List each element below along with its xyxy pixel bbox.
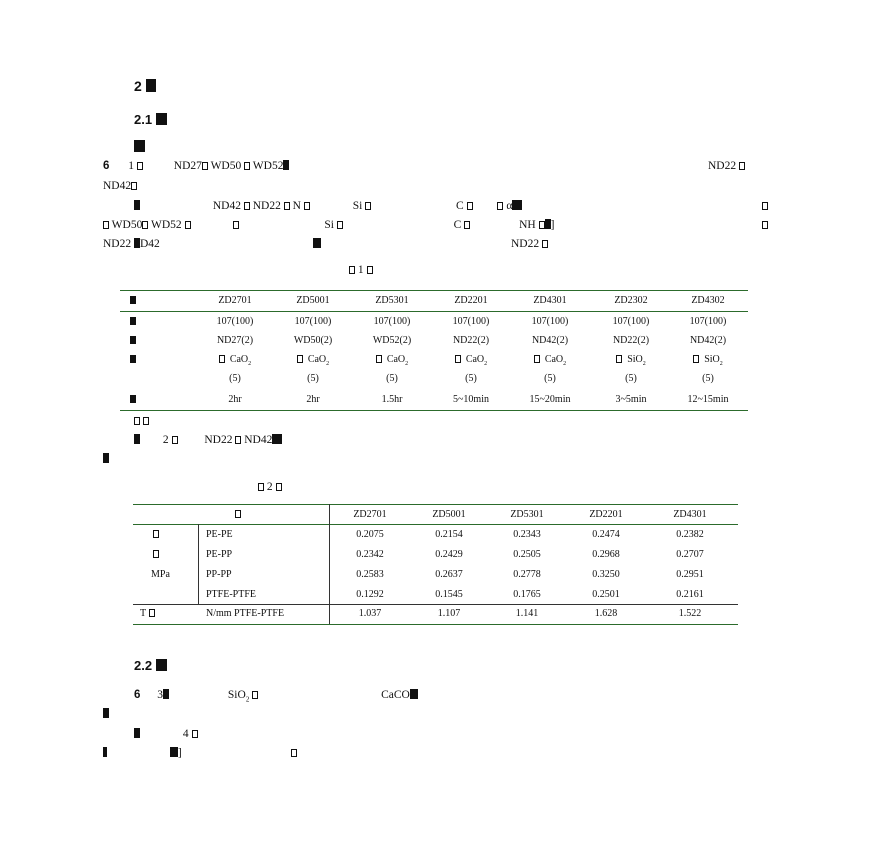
para1-line2: ND42 — [103, 179, 137, 193]
table2-caption: 2 — [258, 480, 282, 494]
para5-line2: ] — [103, 746, 297, 760]
table1-cell: 107(100) — [373, 316, 411, 327]
table2-cell: 0.2501 — [592, 589, 620, 600]
table1-caption: 1 — [349, 263, 373, 277]
table2-cell: 0.2154 — [435, 529, 463, 540]
table1-cell: 5~10min — [453, 394, 489, 405]
table2-col-header: ZD5301 — [510, 509, 544, 520]
table1-corner-label — [130, 295, 136, 307]
table1-cell: 15~20min — [529, 394, 571, 405]
table1-row-label — [130, 394, 136, 406]
section-heading-2-1 — [134, 112, 167, 127]
para2-line3-end: ND22 — [511, 237, 548, 251]
glyph-placeholder — [156, 659, 167, 671]
table1-col-header: ZD4302 — [691, 295, 725, 306]
para4-line2 — [103, 707, 109, 721]
table1-cell: CaO$_2$ — [436, 354, 506, 370]
section-heading-2-2 — [134, 658, 167, 673]
table1-cell: 107(100) — [294, 316, 332, 327]
table2-cell: 0.2968 — [592, 549, 620, 560]
table1-cell: 107(100) — [612, 316, 650, 327]
table2-cell: 1.628 — [594, 608, 618, 619]
table1-cell: ND27(2) — [216, 335, 254, 346]
table2-cell: 0.2474 — [592, 529, 620, 540]
table1-cell: 107(100) — [216, 316, 254, 327]
table1-col-header: ZD5001 — [296, 295, 330, 306]
para2-line1: ND42 ND22 N Si C α — [134, 199, 522, 213]
table2-col-divider — [329, 504, 330, 624]
section-heading-2 — [134, 78, 156, 94]
para3-line1: 2 ND22 ND42 — [134, 433, 282, 447]
table1-cell: (5) — [229, 373, 241, 384]
table1-cell: (5) — [386, 373, 398, 384]
table2-cell: 0.2343 — [513, 529, 541, 540]
table1-cell: SiO$_2$ — [596, 354, 666, 370]
para3-line2 — [103, 452, 109, 466]
table2-row-label: PE-PE — [206, 529, 233, 540]
glyph-placeholder — [146, 79, 156, 92]
table1-cell: (5) — [465, 373, 477, 384]
table2-head-rule — [133, 524, 738, 525]
table1-cell: WD50(2) — [293, 335, 333, 346]
table1-cell: (5) — [702, 373, 714, 384]
para4-line1: 6 3 SiO$_2$ CaCO — [134, 688, 418, 706]
table2-sep-rule — [133, 604, 738, 605]
table2-cell: 0.2707 — [676, 549, 704, 560]
table1-cell: ND22(2) — [612, 335, 650, 346]
table2-cell: 1.141 — [515, 608, 539, 619]
para2-line1-end — [762, 199, 768, 213]
table2-corner-label — [235, 509, 241, 521]
table1-col-header: ZD5301 — [375, 295, 409, 306]
table1-col-header: ZD2201 — [454, 295, 488, 306]
table1-cell: (5) — [625, 373, 637, 384]
table2-row-label: PE-PP — [206, 549, 233, 560]
table2-cell: 0.2429 — [435, 549, 463, 560]
table1-cell: 1.5hr — [381, 394, 403, 405]
para2-line2-end — [762, 218, 768, 232]
table1-cell: CaO$_2$ — [200, 354, 270, 370]
table1-top-rule — [120, 290, 748, 291]
table2-col-header: ZD2701 — [353, 509, 387, 520]
para1-line1-end: ND22 — [708, 159, 745, 173]
section-number: 2.2 — [134, 658, 153, 673]
table1-row-label — [130, 335, 136, 347]
table1-cell: 2hr — [306, 394, 320, 405]
table1-cell: ND22(2) — [452, 335, 490, 346]
table2-col-header: ZD4301 — [673, 509, 707, 520]
table1-cell: 12~15min — [687, 394, 729, 405]
table2-cell: 0.2382 — [676, 529, 704, 540]
table2-top-rule — [133, 504, 738, 505]
section-number: 2.1 — [134, 112, 153, 127]
table2-cell: 1.107 — [437, 608, 461, 619]
table2-last-row-label: N/mm PTFE-PTFE — [206, 608, 285, 619]
table2-col-header: ZD5001 — [432, 509, 466, 520]
para5-line1: 4 — [134, 727, 198, 741]
table1-head-rule — [120, 311, 748, 312]
glyph-placeholder — [134, 140, 145, 152]
table2-group-label — [153, 549, 159, 561]
table1-cell: CaO$_2$ — [515, 354, 585, 370]
table2-bottom-rule — [133, 624, 738, 625]
table1-row-label — [130, 316, 136, 328]
para1-line1: 6 1 ND27 WD50 WD52 — [103, 159, 289, 173]
table2-label-divider — [198, 524, 199, 604]
table2-row-label: PP-PP — [206, 569, 232, 580]
table2-cell: 0.1292 — [356, 589, 384, 600]
table1-cell: 107(100) — [689, 316, 727, 327]
table1-cell: SiO$_2$ — [673, 354, 743, 370]
table2-cell: 0.2161 — [676, 589, 704, 600]
table1-cell: CaO$_2$ — [357, 354, 427, 370]
table1-col-header: ZD4301 — [533, 295, 567, 306]
table2-cell: 0.2075 — [356, 529, 384, 540]
table1-cell: ND42(2) — [689, 335, 727, 346]
table2-unit-label: MPa — [151, 569, 170, 580]
table2-cell: 0.2505 — [513, 549, 541, 560]
table1-cell: 107(100) — [531, 316, 569, 327]
table2-cell: 0.2778 — [513, 569, 541, 580]
table1-cell: 2hr — [228, 394, 242, 405]
table2-cell: 1.037 — [358, 608, 382, 619]
table1-col-header: ZD2302 — [614, 295, 648, 306]
table2-last-row-lead: T — [140, 608, 155, 620]
table2-cell: 0.2583 — [356, 569, 384, 580]
section-number: 2 — [134, 78, 142, 94]
table2-cell: 0.1765 — [513, 589, 541, 600]
table1-cell: ND42(2) — [531, 335, 569, 346]
table1-cell: CaO$_2$ — [278, 354, 348, 370]
table1-bottom-rule — [120, 410, 748, 411]
table2-row-label: PTFE-PTFE — [206, 589, 257, 600]
subheading-glyph — [134, 138, 145, 156]
table2-col-header: ZD2201 — [589, 509, 623, 520]
table2-cell: 0.2342 — [356, 549, 384, 560]
table2-cell: 0.2637 — [435, 569, 463, 580]
table2-group-label — [153, 529, 159, 541]
table1-cell: WD52(2) — [372, 335, 412, 346]
para2-line3: ND22 D42 — [103, 237, 321, 251]
para2-line2: WD50 WD52 Si C NH ] — [103, 218, 554, 232]
table1-cell: 3~5min — [615, 394, 647, 405]
table2-cell: 0.3250 — [592, 569, 620, 580]
table1-cell: (5) — [544, 373, 556, 384]
table1-cell: (5) — [307, 373, 319, 384]
table1-row-label — [130, 354, 136, 366]
table2-cell: 1.522 — [678, 608, 702, 619]
table2-cell: 0.1545 — [435, 589, 463, 600]
table2-cell: 0.2951 — [676, 569, 704, 580]
table1-col-header: ZD2701 — [218, 295, 252, 306]
table1-cell: 107(100) — [452, 316, 490, 327]
table1-note — [134, 414, 149, 428]
glyph-placeholder — [156, 113, 167, 125]
